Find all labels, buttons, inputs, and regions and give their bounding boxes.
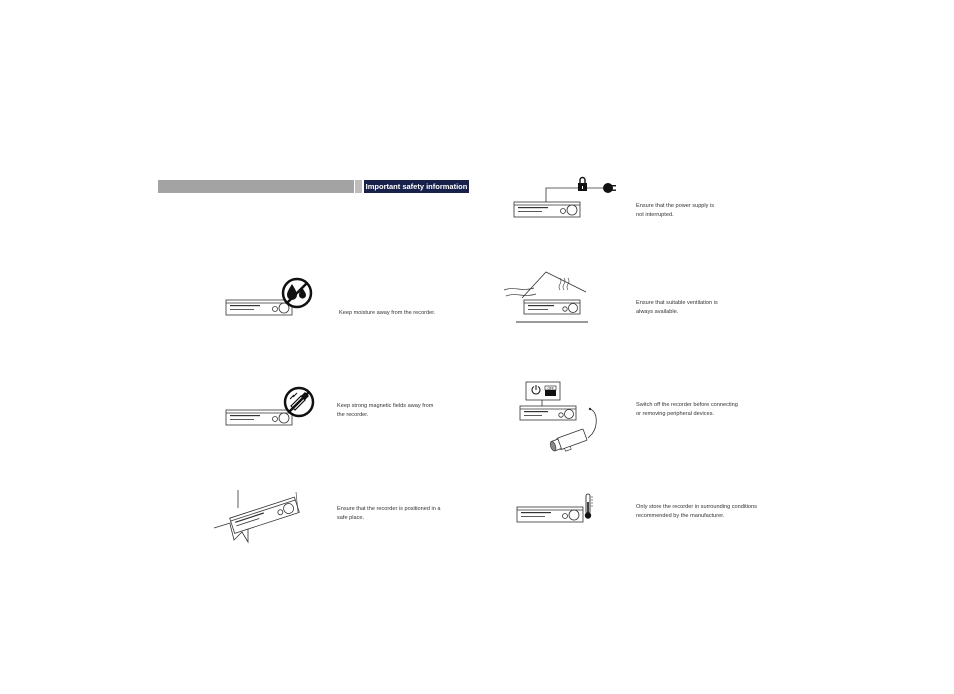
padlock-plug-icon [512,178,622,223]
recorder-device [524,300,580,314]
caption-storage: Only store the recorder in surrounding conditions recommended by the manufacturer. [636,504,757,519]
recorder-device [520,406,576,420]
caption-magnetic: Keep strong magnetic fields away from the recorder. [337,403,434,418]
power-switch-panel [526,382,560,400]
roof-airflow-icon [500,268,595,328]
caption-power: Ensure that the power supply is not interrupted. [636,203,715,218]
recorder-device [226,300,292,315]
power-switch-camera-icon [518,378,608,458]
recorder-device [226,410,292,425]
thermometer [585,494,593,519]
caption-moisture: Keep moisture away from the recorder. [339,310,436,316]
padlock-icon [578,178,587,192]
thermometer-icon [515,490,605,530]
recorder-device [230,497,300,533]
caption-ventilation: Ensure that suitable ventilation is always available. [636,300,718,315]
page-title: Important safety information [365,182,468,191]
plug-icon [603,183,616,193]
caption-switch-off: Switch off the recorder before connecting or removing peripheral devices. [636,402,738,417]
magnet-prohibited-icon [222,382,322,432]
falling-recorder-icon [212,486,312,546]
recorder-device [517,507,583,522]
switch-off-label: OFF [547,386,554,391]
water-drops-prohibited-icon [222,272,322,322]
caption-safe-place: Ensure that the recorder is positioned in a safe place. [337,506,441,521]
header-bar [158,180,354,193]
recorder-device [514,202,580,217]
header-separator [355,180,362,193]
camera-icon [549,429,588,456]
